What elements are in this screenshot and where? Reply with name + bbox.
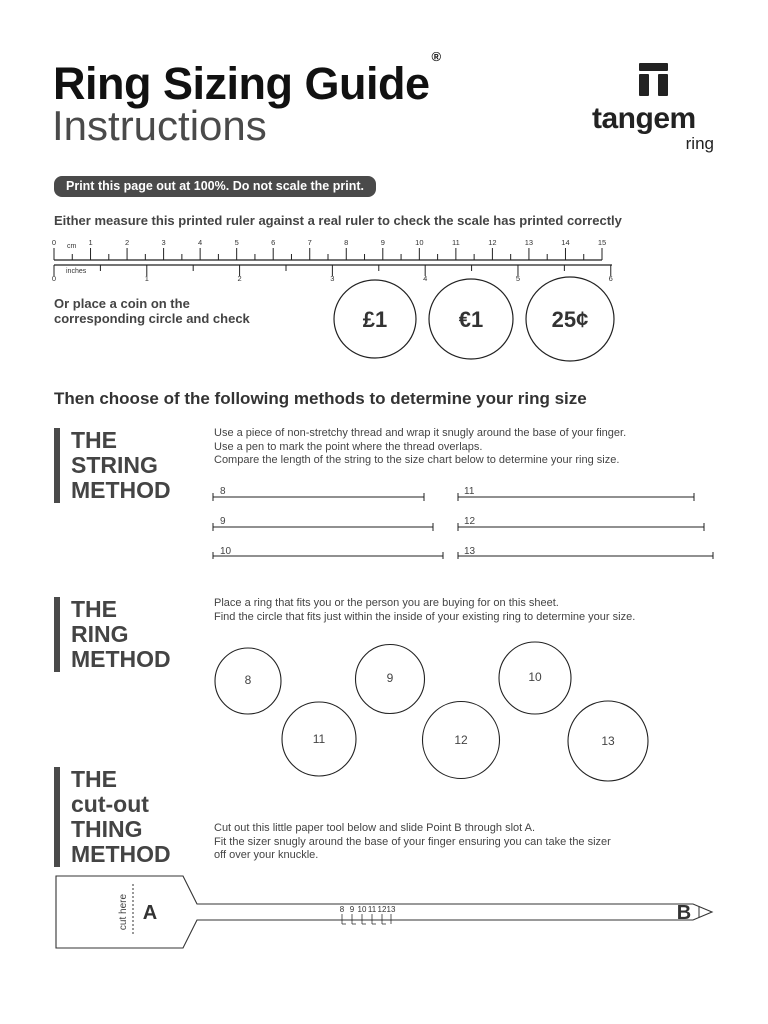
sizer-scale-label: 8	[339, 905, 345, 914]
ring-circle-label: 8	[244, 673, 252, 687]
ring-title-line3: METHOD	[71, 646, 171, 672]
point-a-label: A	[142, 902, 158, 924]
ruler-cm-label: 9	[380, 238, 385, 247]
ruler-inch-label: 1	[144, 274, 149, 283]
string-method-description	[214, 427, 626, 468]
string-title-line2: STRING	[71, 452, 158, 478]
string-size-label: 9	[220, 516, 226, 527]
ring-method-title	[54, 597, 211, 672]
cutout-title-line3: THING	[71, 816, 143, 842]
cut-here-label: cut here	[118, 893, 129, 931]
ruler-cm-label: 12	[488, 238, 497, 247]
string-size-label: 10	[220, 546, 232, 557]
tangem-logo-icon	[592, 60, 716, 100]
ring-title-line1: THE	[71, 596, 117, 622]
string-size-13	[458, 546, 713, 559]
coin-instruction	[54, 296, 250, 326]
ruler-inch-label: 5	[515, 274, 521, 283]
ruler-cm-label: 1	[88, 238, 93, 247]
page-subtitle: Instructions	[52, 102, 267, 149]
string-method-title	[54, 428, 211, 503]
string-title-line3: METHOD	[71, 477, 171, 503]
ruler-inch-label: 2	[237, 274, 242, 283]
sizer-scale-label: 9	[349, 905, 355, 914]
string-size-label: 11	[464, 486, 475, 497]
coin-instruction-line1: Or place a coin on the	[54, 296, 190, 311]
string-title-line1: THE	[71, 427, 117, 453]
string-size-label: 12	[464, 516, 476, 527]
cutout-method-description	[214, 822, 611, 863]
cutout-title-line2: cut-out	[71, 791, 149, 817]
ring-circle-label: 13	[601, 734, 615, 748]
string-size-10	[213, 546, 443, 559]
ruler-cm-label: 13	[524, 238, 534, 247]
ruler-cm-label: 8	[344, 238, 349, 247]
ruler-cm-label: 6	[271, 238, 276, 247]
ruler-inch-unit: inches	[66, 268, 87, 275]
coin-label-euro: €1	[458, 307, 484, 332]
ruler-cm-label: 0	[51, 238, 57, 247]
ring-method-description	[214, 597, 635, 624]
ruler-cm-label: 2	[124, 238, 130, 247]
ruler-cm-label: 5	[234, 238, 239, 247]
cutout-method-title	[54, 767, 211, 867]
cutout-desc-line2: Fit the sizer snugly around the base of your finger ensuring you can take the sizer	[214, 835, 611, 848]
cutout-title-line4: METHOD	[71, 841, 171, 867]
ring-circle-label: 10	[528, 670, 542, 684]
sizer-scale-label: 13	[386, 905, 396, 914]
ring-title-line2: RING	[71, 621, 129, 647]
point-b-label: B	[676, 902, 692, 924]
ring-circle-label: 11	[312, 732, 326, 746]
sizer-scale-label: 12	[377, 905, 387, 914]
cutout-desc-line1: Cut out this little paper tool below and slide Point B through slot A.	[214, 822, 536, 834]
ruler-cm-label: 3	[161, 238, 166, 247]
ruler-inch-label: 4	[423, 274, 428, 283]
cutout-title-line1: THE	[71, 766, 117, 792]
coin-instruction-line2: corresponding circle and check	[54, 311, 250, 326]
cutout-desc-line3: off over your knuckle.	[214, 849, 319, 861]
registered-mark: ®	[431, 49, 441, 64]
ruler-cm-label: 10	[415, 238, 424, 247]
coin-label-pound: £1	[362, 307, 388, 332]
title-text: Ring Sizing Guide	[53, 58, 430, 109]
string-size-8	[213, 486, 424, 501]
sizer-scale	[340, 905, 396, 924]
brand-logo	[592, 60, 716, 152]
sizer-scale-label: 10	[357, 905, 367, 914]
ruler-cm-unit: cm	[67, 243, 77, 250]
ring-circle-label: 9	[386, 671, 394, 685]
ruler-cm-label: 4	[198, 238, 203, 247]
string-size-label: 13	[464, 546, 476, 557]
string-desc-line1: Use a piece of non-stretchy thread and wrap it snugly around the base of your finger.	[214, 427, 627, 439]
string-size-lines	[210, 480, 720, 560]
ruler-cm-label: 7	[307, 238, 312, 247]
methods-heading: Then choose of the following methods to determine your ring size	[54, 389, 587, 408]
string-size-12	[458, 516, 704, 531]
ruler-cm-label: 15	[597, 238, 607, 247]
brand-name: tangem	[592, 102, 696, 135]
ruler-inch-label: 0	[51, 274, 57, 283]
string-desc-line2: Use a pen to mark the point where the thread overlaps.	[214, 440, 483, 453]
ring-desc-line1: Place a ring that fits you or the person you are buying for on this sheet.	[214, 597, 559, 609]
string-size-label: 8	[220, 486, 226, 497]
page-title	[53, 49, 441, 109]
string-desc-line3: Compare the length of the string to the size chart below to determine your ring size.	[214, 454, 620, 466]
ruler-instruction: Either measure this printed ruler against a real ruler to check the scale has printed correctly	[54, 213, 622, 228]
coin-label-quarter: 25¢	[551, 307, 589, 332]
print-notice-banner: Print this page out at 100%. Do not scale the print.	[54, 176, 376, 197]
ring-size-circles	[205, 635, 660, 785]
cutout-sizer-tool	[50, 870, 718, 954]
brand-sub: ring	[685, 134, 714, 153]
ruler-cm-label: 11	[451, 238, 460, 247]
ring-circle-label: 12	[454, 733, 468, 747]
ruler-inch-label: 6	[608, 274, 613, 283]
string-size-11	[458, 486, 694, 501]
ruler-cm-label: 14	[561, 238, 570, 247]
string-size-9	[213, 516, 433, 531]
sizer-scale-label: 11	[367, 905, 377, 914]
ruler-inch-label: 3	[330, 274, 335, 283]
ring-desc-line2: Find the circle that fits just within the inside of your existing ring to determine your size.	[214, 610, 636, 623]
coin-circles	[330, 276, 620, 364]
